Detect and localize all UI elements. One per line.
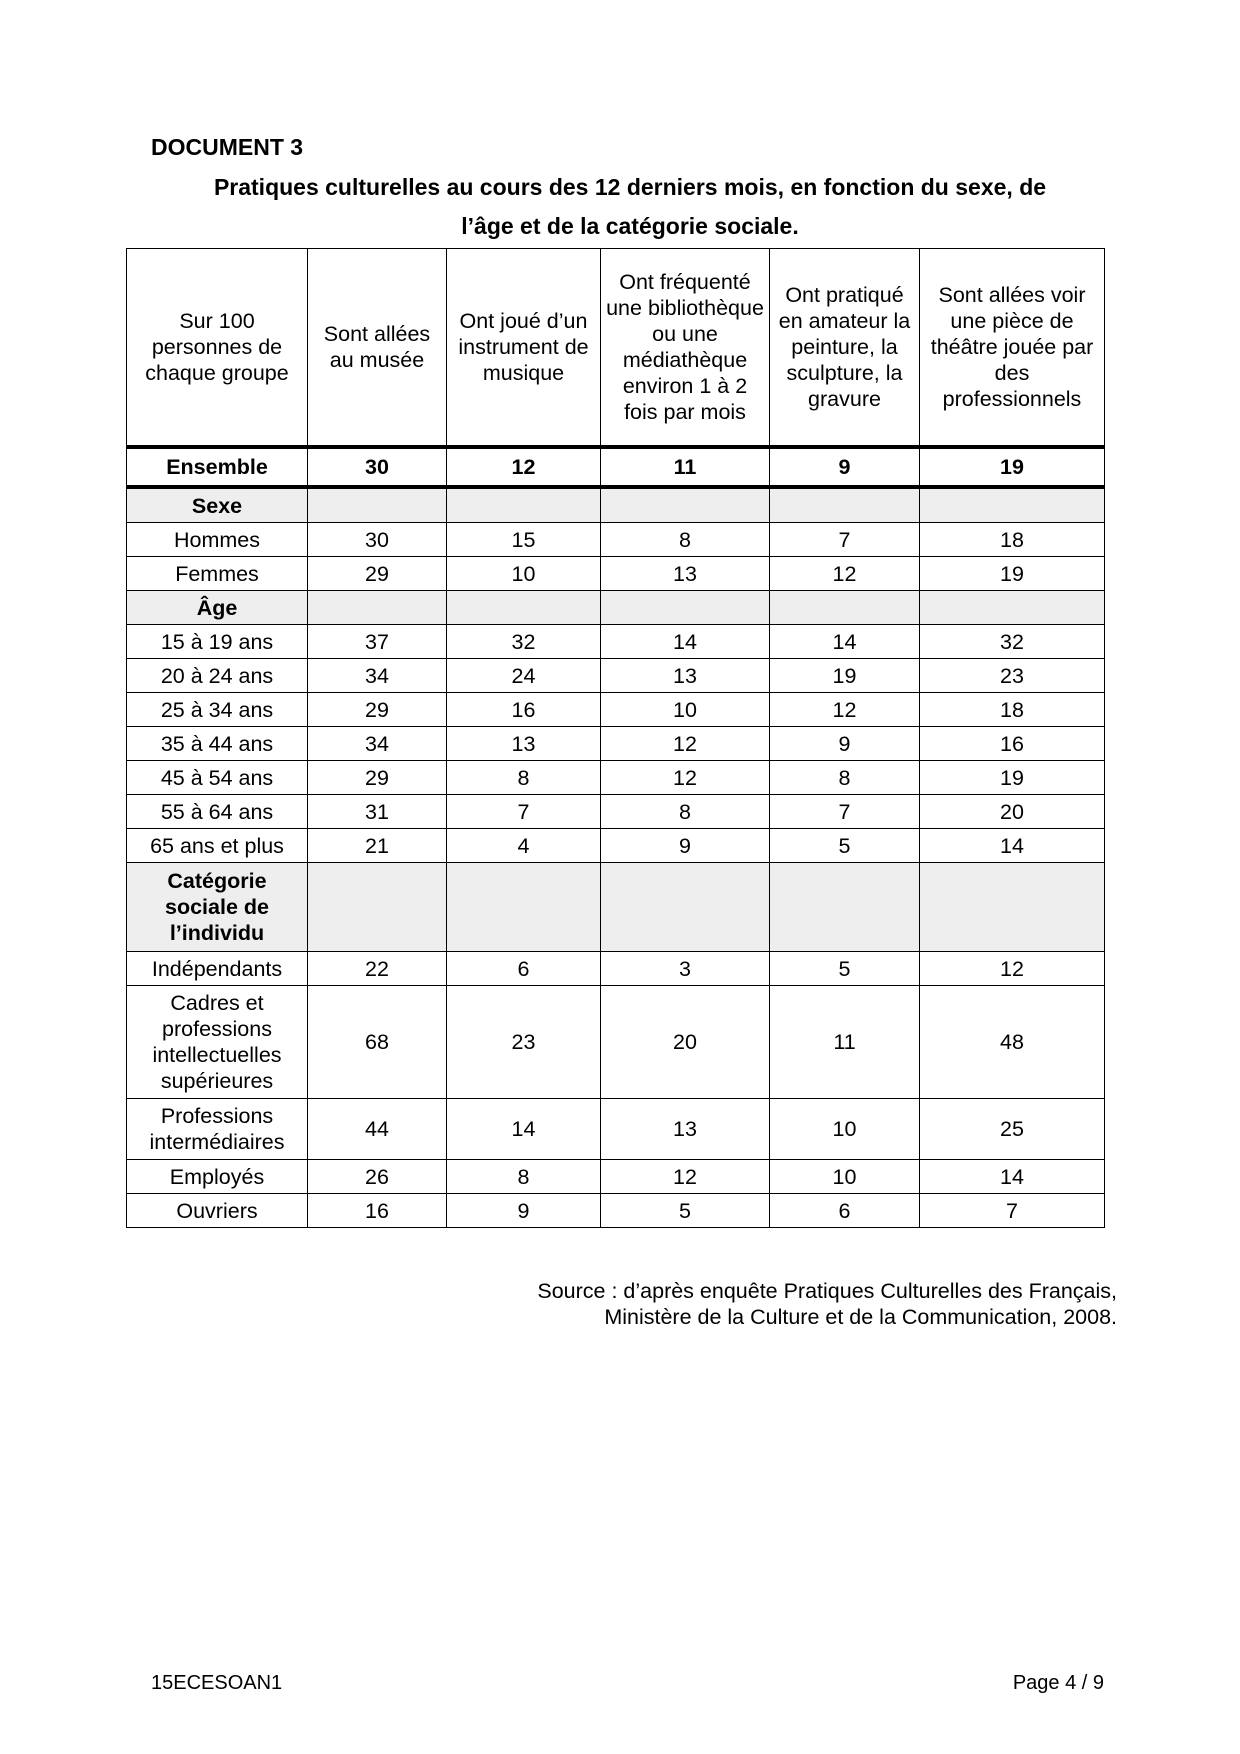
cell: 34 [308,727,447,761]
cell: 32 [920,625,1105,659]
cultural-practices-table [126,248,1105,1228]
cell: 14 [920,1160,1105,1194]
cell: 14 [447,1099,601,1160]
cell: 13 [447,727,601,761]
header-instrument: Ont joué d’un instrument de musique [447,249,601,448]
cell: 29 [308,761,447,795]
cell: 13 [601,557,770,591]
row-label: 55 à 64 ans [127,795,308,829]
cell: 19 [770,659,920,693]
cell: 18 [920,693,1105,727]
cell: 12 [770,693,920,727]
cell: 9 [447,1194,601,1228]
cell: 15 [447,523,601,557]
cell: 7 [920,1194,1105,1228]
document-label: DOCUMENT 3 [151,134,304,160]
cell: 8 [770,761,920,795]
cell: 8 [601,795,770,829]
cell: 9 [770,727,920,761]
row-label: Hommes [127,523,308,557]
table-row [127,829,1105,863]
cell: 5 [770,952,920,986]
row-label: Femmes [127,557,308,591]
cell: 5 [601,1194,770,1228]
document-title [150,168,1110,246]
cell: 12 [770,557,920,591]
section-label: Âge [127,591,308,625]
footer-page-number: Page 4 / 9 [1012,1672,1104,1694]
cell: 23 [920,659,1105,693]
title-line-1: Pratiques culturelles au cours des 12 derniers mois, en fonction du sexe, de [213,174,1047,200]
table-row [127,727,1105,761]
table-row [127,557,1105,591]
row-label: Professions intermédiaires [127,1099,308,1160]
cell: 12 [601,727,770,761]
cell: 20 [920,795,1105,829]
cell: 18 [920,523,1105,557]
table-row [127,1099,1105,1160]
cell: 24 [447,659,601,693]
row-label: 20 à 24 ans [127,659,308,693]
row-label: 15 à 19 ans [127,625,308,659]
footer-code: 15ECESOAN1 [151,1672,283,1694]
row-label: Employés [127,1160,308,1194]
cell: 23 [447,986,601,1099]
cell: 13 [601,659,770,693]
cell: 14 [601,625,770,659]
cell: 13 [601,1099,770,1160]
source-line-2: Ministère de la Culture et de la Communication, 2008. [604,1305,1117,1329]
cell: 14 [920,829,1105,863]
cell: 16 [447,693,601,727]
table-row [127,693,1105,727]
table-row [127,1160,1105,1194]
table-row [127,795,1105,829]
cell: 11 [770,986,920,1099]
cell: 12 [920,952,1105,986]
table-row [127,523,1105,557]
cell: 12 [601,761,770,795]
cell: 30 [308,447,447,487]
cell: 68 [308,986,447,1099]
header-group: Sur 100 personnes de chaque groupe [127,249,308,448]
cell: 10 [601,693,770,727]
cell: 5 [770,829,920,863]
table-row [127,986,1105,1099]
cell: 22 [308,952,447,986]
cell: 14 [770,625,920,659]
cell: 16 [308,1194,447,1228]
cell: 30 [308,523,447,557]
cell: 44 [308,1099,447,1160]
cell: 20 [601,986,770,1099]
cell: 7 [447,795,601,829]
title-line-2: l’âge et de la catégorie sociale. [461,213,799,239]
total-row [127,447,1105,487]
cell: 8 [601,523,770,557]
cell: 19 [920,447,1105,487]
header-museum: Sont allées au musée [308,249,447,448]
cell: 4 [447,829,601,863]
cell: 10 [447,557,601,591]
header-painting: Ont pratiqué en amateur la peinture, la sculpture, la gravure [770,249,920,448]
cell: 48 [920,986,1105,1099]
row-label: 35 à 44 ans [127,727,308,761]
header-row [127,249,1105,448]
cell: 8 [447,761,601,795]
cell: 8 [447,1160,601,1194]
cell: 21 [308,829,447,863]
cell: 29 [308,557,447,591]
cell: 10 [770,1160,920,1194]
cell: 6 [447,952,601,986]
cell: 34 [308,659,447,693]
cell: 16 [920,727,1105,761]
row-label: Cadres et professions intellectuelles supérieures [127,986,308,1099]
cell: 25 [920,1099,1105,1160]
cell: 11 [601,447,770,487]
cell: 9 [770,447,920,487]
cell: 37 [308,625,447,659]
cell: 12 [447,447,601,487]
source-note [537,1278,1117,1330]
table-row [127,659,1105,693]
cell: 7 [770,523,920,557]
section-label: Sexe [127,487,308,523]
section-row-social-category [127,863,1105,952]
row-label: 45 à 54 ans [127,761,308,795]
section-row-age [127,591,1105,625]
cell: 12 [601,1160,770,1194]
source-line-1: Source : d’après enquête Pratiques Culturelles des Français, [537,1279,1117,1303]
table-row [127,952,1105,986]
row-label: Indépendants [127,952,308,986]
cell: 19 [920,557,1105,591]
row-label: Ensemble [127,447,308,487]
cell: 19 [920,761,1105,795]
table-row [127,625,1105,659]
header-theatre: Sont allées voir une pièce de théâtre jouée par des professionnels [920,249,1105,448]
row-label: Ouvriers [127,1194,308,1228]
section-label: Catégorie sociale de l’individu [127,863,308,952]
cell: 7 [770,795,920,829]
section-row-sex [127,487,1105,523]
header-library: Ont fréquenté une bibliothèque ou une médiathèque environ 1 à 2 fois par mois [601,249,770,448]
table-row [127,1194,1105,1228]
row-label: 65 ans et plus [127,829,308,863]
cell: 3 [601,952,770,986]
cell: 6 [770,1194,920,1228]
table-row [127,761,1105,795]
cell: 31 [308,795,447,829]
cell: 29 [308,693,447,727]
cell: 32 [447,625,601,659]
cell: 10 [770,1099,920,1160]
row-label: 25 à 34 ans [127,693,308,727]
cell: 26 [308,1160,447,1194]
cell: 9 [601,829,770,863]
